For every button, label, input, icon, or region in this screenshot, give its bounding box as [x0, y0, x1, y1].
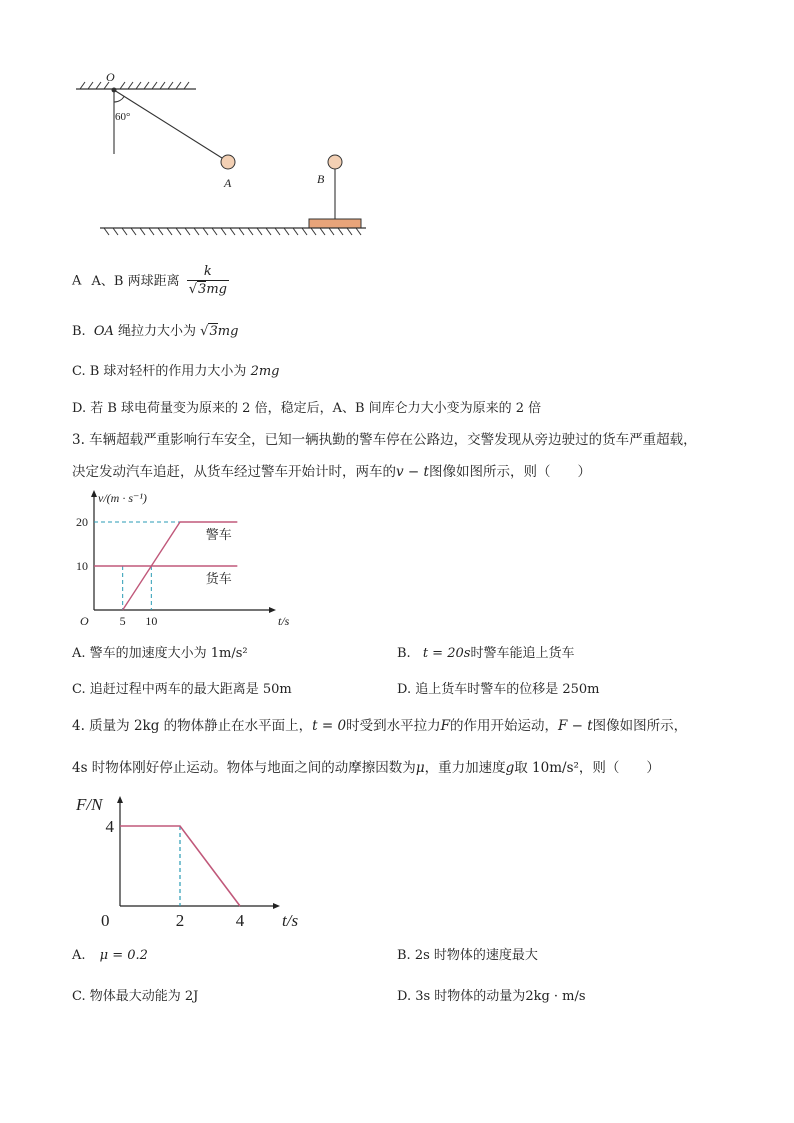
q4-line-1-mid2: 的作用开始运动， [449, 718, 558, 734]
q3-option-c[interactable]: C. 追赶过程中两车的最大距离是 50m [72, 682, 292, 697]
q4-option-d[interactable] [397, 987, 586, 1007]
label-a: A [224, 176, 232, 190]
angle-arc [114, 96, 124, 102]
ft-chart [72, 788, 299, 930]
x-tick-label: 5 [119, 614, 126, 628]
q4-option-a-prefix: A. [72, 948, 86, 963]
q4-line-2-mu: μ [415, 760, 425, 776]
ball-a [221, 155, 235, 169]
series-label-police-car: 警车 [205, 527, 232, 542]
q3-option-b[interactable] [397, 644, 574, 664]
fraction-denominator: √3mg [188, 282, 227, 297]
vt-chart [72, 488, 302, 638]
sqrt-value: 3 [198, 282, 207, 297]
y-axis-arrow [117, 796, 123, 803]
y-tick-label: 10 [76, 559, 88, 574]
q4-option-a-math: μ = 0.2 [99, 948, 148, 963]
pendulum-figure [60, 62, 380, 242]
q2-option-b-text: 绳拉力大小为 [118, 324, 197, 339]
q4-option-d-text: D. 3s 时物体的动量为 [397, 989, 526, 1004]
q2-option-c-text: C. B 球对轻杆的作用力大小为 [72, 364, 247, 379]
q3-option-b-math: t = 20s [422, 646, 471, 661]
series-label-truck: 货车 [205, 571, 232, 586]
q2-option-b[interactable] [72, 322, 238, 342]
fraction-numerator: k [203, 264, 212, 279]
q2-option-a-text: A、B 两球距离 [91, 273, 180, 289]
q3-option-b-text: 时警车能追上货车 [470, 646, 575, 661]
y-axis-label: F/N [76, 795, 103, 814]
q4-line-2-g: g [505, 760, 515, 776]
q4-line-1-f: F [440, 718, 450, 734]
q3-line-2 [72, 462, 591, 482]
q4-line-1-post: 图像如图所示， [592, 718, 688, 734]
q4-line-2-pre: 4s 时物体刚好停止运动。物体与地面之间的动摩擦因数为 [72, 760, 416, 776]
label-o: O [106, 70, 115, 84]
x-axis-label: t/s [278, 614, 290, 628]
q3-option-b-prefix: B. [397, 646, 411, 661]
x-tick-label: 2 [175, 911, 185, 930]
q3-option-a[interactable]: A. 警车的加速度大小为 1m/s² [72, 646, 248, 661]
q2-option-c-value: 2mg [250, 364, 280, 379]
q2-option-a[interactable] [72, 264, 229, 298]
q4-line-2-mid: ，重力加速度 [424, 760, 506, 776]
q3-line-2-vt: v − t [396, 464, 429, 480]
x-tick-label: 4 [235, 911, 245, 930]
q3-line-2-pre: 决定发动汽车追赶，从货车经过警车开始计时，两车的 [72, 464, 396, 480]
q2-option-a-fraction [187, 264, 229, 298]
x-axis-arrow [269, 607, 276, 613]
label-b: B [317, 172, 325, 186]
q4-line-1-t0: t = 0 [312, 718, 347, 734]
x-axis-arrow [273, 903, 280, 909]
origin-label: O [80, 614, 89, 628]
sqrt-value: 3 [209, 324, 218, 339]
series-line-force [120, 826, 240, 906]
q3-line-1: 3. 车辆超载严重影响行车安全，已知一辆执勤的警车停在公路边，交警发现从旁边驶过的货车严重超载， [72, 432, 697, 448]
q2-option-d[interactable] [72, 399, 541, 419]
q4-line-1-ft: F − t [557, 718, 593, 734]
q4-line-1-mid: 时受到水平拉力 [346, 718, 441, 734]
den-tail: mg [206, 282, 227, 297]
string-oa [114, 90, 222, 158]
q4-option-c[interactable]: C. 物体最大动能为 2J [72, 989, 199, 1004]
q3-line-2-post: 图像如图所示，则（ ） [428, 464, 591, 480]
q4-line-2 [72, 758, 660, 778]
q2-option-b-oa: OA [93, 324, 114, 339]
x-tick-label: 10 [145, 614, 158, 628]
y-axis-label: v/(m · s⁻¹) [98, 491, 147, 505]
y-axis-arrow [91, 490, 97, 497]
ceiling-hatch [80, 82, 189, 89]
q4-line-1 [72, 716, 687, 736]
stand-base [309, 219, 361, 228]
q3-option-d[interactable]: D. 追上货车时警车的位移是 250m [397, 682, 600, 697]
q2-option-a-prefix: A [72, 273, 82, 289]
q4-option-d-math: 2kg · m/s [525, 989, 586, 1004]
ground-hatch [104, 228, 361, 235]
q4-line-2-post: 取 10m/s²，则（ ） [514, 760, 660, 776]
origin-label: 0 [101, 911, 110, 930]
q2-option-b-prefix: B. [72, 324, 86, 339]
q2-option-b-value: √3mg [200, 324, 239, 339]
y-tick-label: 20 [76, 515, 88, 530]
q2-option-c[interactable] [72, 362, 280, 382]
q4-option-a[interactable] [72, 946, 148, 966]
q2-option-d-text: D. 若 B 球电荷量变为原来的 2 倍，稳定后，A、B 间库仑力大小变为原来的 2 倍 [72, 401, 542, 416]
x-axis-label: t/s [282, 911, 299, 930]
ball-b [328, 155, 342, 169]
y-tick-label: 4 [105, 816, 114, 836]
q4-option-b[interactable]: B. 2s 时物体的速度最大 [397, 948, 538, 963]
q4-line-1-pre: 4. 质量为 2kg 的物体静止在水平面上， [72, 718, 313, 734]
label-angle: 60° [115, 111, 131, 123]
value-tail: mg [217, 324, 239, 339]
